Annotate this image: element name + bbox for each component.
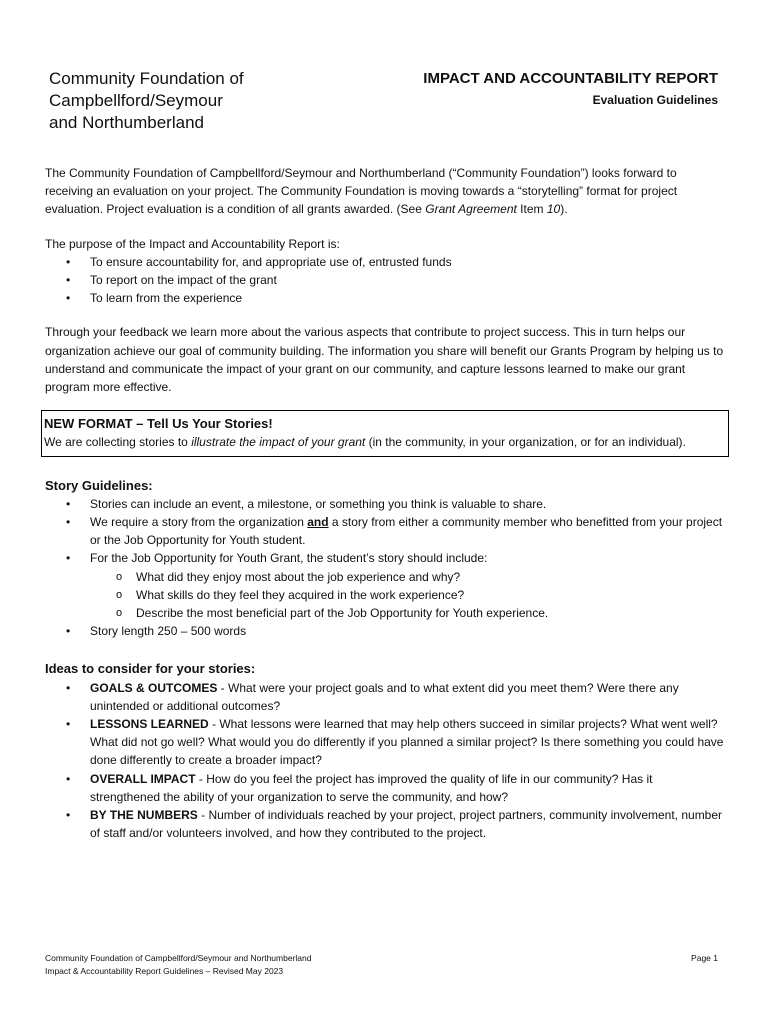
sub-list-item: o What did they enjoy most about the job experience and why? bbox=[90, 568, 725, 586]
idea-text: - Number of individuals reached by your project, project partners, community involvement, number of staff and/or volunteers involved, and how they contributed to the project. bbox=[90, 808, 723, 841]
intro-paragraph bbox=[45, 164, 725, 219]
list-item bbox=[45, 806, 725, 842]
footer bbox=[45, 952, 311, 978]
student-story-sublist bbox=[90, 568, 725, 623]
item-text-b: a story from either a community member who benefitted from your project or the Job Opportunity for Youth student. bbox=[90, 515, 723, 548]
intro-item-number: 10 bbox=[546, 202, 561, 217]
feedback-paragraph: Through your feedback we learn more about the various aspects that contribute to project success. This in turn helps our organization achieve our goal of community building. The information you share will benefit our Grants Program by helping us to understand and communicate the impact of your grant on our community, and capture lessons learned to make our grant program more effective. bbox=[45, 325, 724, 395]
list-item: • To report on the impact of the grant bbox=[45, 271, 725, 289]
idea-label: LESSONS LEARNED bbox=[90, 717, 209, 732]
story-guidelines-list bbox=[45, 495, 725, 641]
report-subtitle: Evaluation Guidelines bbox=[592, 93, 718, 107]
org-name-line-3: and Northumberland bbox=[49, 113, 204, 132]
idea-text: - How do you feel the project has improved the quality of life in our community? Has it strengthened the ability of your organization to serve the community, and how? bbox=[90, 771, 653, 804]
list-item: • To ensure accountability for, and appropriate use of, entrusted funds bbox=[45, 253, 725, 271]
page-number: Page 1 bbox=[691, 953, 718, 963]
ideas-list bbox=[45, 679, 725, 843]
document-body bbox=[45, 164, 725, 843]
idea-text: - What lessons were learned that may help others succeed in similar projects? What went well? What did not go well? What would you do differently if you planned a similar project? Is there something you could have done differently to create a broader impact? bbox=[90, 717, 724, 768]
list-item bbox=[45, 513, 725, 549]
list-item bbox=[45, 770, 725, 806]
list-item bbox=[45, 715, 725, 770]
org-name-line-1: Community Foundation of bbox=[49, 69, 244, 88]
intro-text-b: Item bbox=[516, 202, 547, 217]
idea-label: GOALS & OUTCOMES bbox=[90, 680, 218, 695]
intro-text-a: The Community Foundation of Campbellford/Seymour and Northumberland (“Community Foundation”) looks forward to receiving an evaluation on your project. The Community Foundation is moving towards a “storytelling” format for project evaluation. Project evaluation is a condition of all grants awarded. (See bbox=[45, 166, 678, 217]
list-item: • To learn from the experience bbox=[45, 289, 725, 307]
item-emphasis: and bbox=[307, 515, 329, 530]
new-format-box bbox=[41, 410, 729, 456]
box-text-italic: illustrate the impact of your grant bbox=[191, 435, 366, 450]
ideas-heading: Ideas to consider for your stories: bbox=[45, 661, 256, 677]
purpose-lead: The purpose of the Impact and Accountability Report is: bbox=[45, 236, 340, 251]
organization-name bbox=[49, 68, 309, 134]
list-item: • Story length 250 – 500 words bbox=[45, 622, 725, 640]
footer-line-2: Impact & Accountability Report Guidelines – Revised May 2023 bbox=[45, 966, 284, 976]
box-text-b: (in the community, in your organization, or for an individual). bbox=[365, 435, 686, 450]
new-format-text bbox=[44, 433, 726, 451]
list-item bbox=[45, 549, 725, 622]
new-format-title: NEW FORMAT – Tell Us Your Stories! bbox=[44, 416, 273, 432]
idea-text: - What were your project goals and to what extent did you meet them? Were there any unintended or additional outcomes? bbox=[90, 680, 679, 713]
story-guidelines-heading: Story Guidelines: bbox=[45, 477, 153, 493]
list-item: • Stories can include an event, a milestone, or something you think is valuable to share. bbox=[45, 495, 725, 513]
purpose-list bbox=[45, 253, 725, 308]
sub-list-item: o What skills do they feel they acquired in the work experience? bbox=[90, 586, 725, 604]
idea-label: BY THE NUMBERS bbox=[90, 808, 198, 823]
footer-line-1: Community Foundation of Campbellford/Seymour and Northumberland bbox=[45, 953, 312, 963]
sub-list-item: o Describe the most beneficial part of the Job Opportunity for Youth experience. bbox=[90, 604, 725, 622]
org-name-line-2: Campbellford/Seymour bbox=[49, 91, 223, 110]
intro-text-c: ). bbox=[560, 202, 568, 217]
report-title: IMPACT AND ACCOUNTABILITY REPORT bbox=[423, 70, 718, 87]
idea-label: OVERALL IMPACT bbox=[90, 771, 196, 786]
list-item bbox=[45, 679, 725, 715]
item-text-a: We require a story from the organization bbox=[90, 515, 308, 530]
item-text: For the Job Opportunity for Youth Grant, the student’s story should include: bbox=[90, 551, 488, 566]
intro-grant-agreement: Grant Agreement bbox=[425, 202, 517, 217]
box-text-a: We are collecting stories to bbox=[44, 435, 192, 450]
